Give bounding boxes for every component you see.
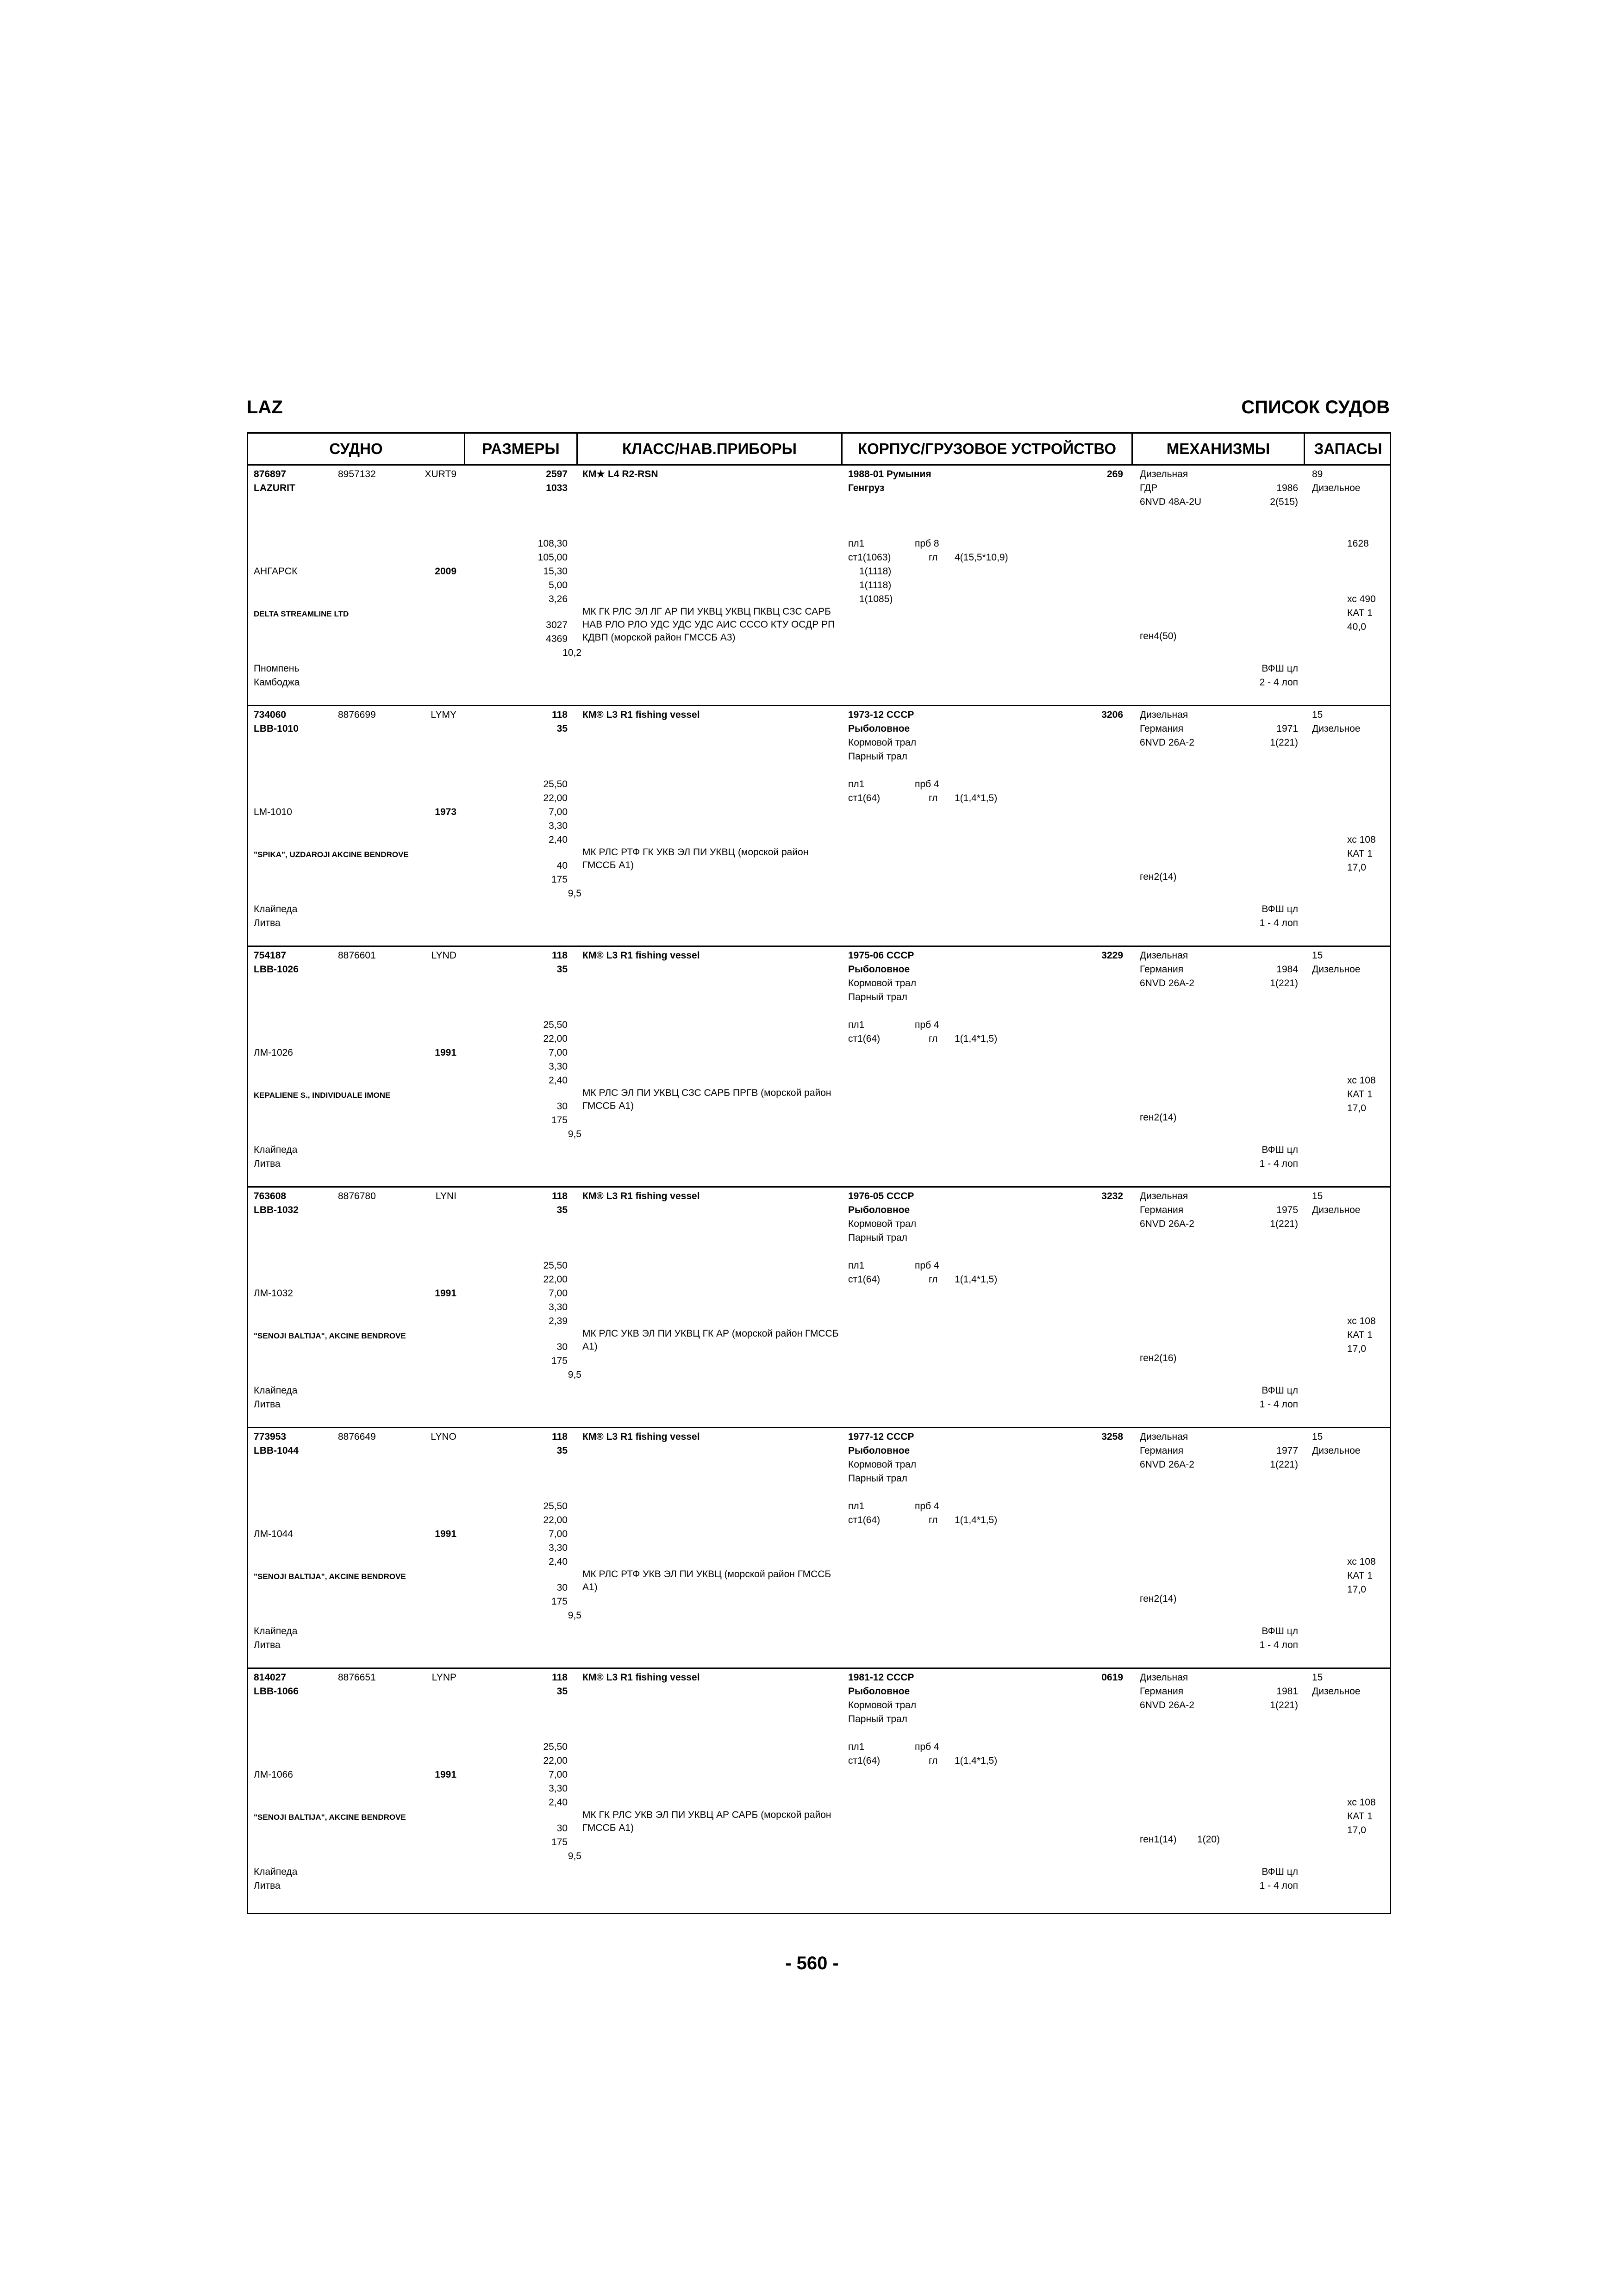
fuel-type: Дизельное xyxy=(1312,1205,1361,1215)
call-sign: LYNP xyxy=(431,1672,456,1683)
former-name: ЛМ-1066 xyxy=(254,1769,293,1780)
ship-list-table xyxy=(247,432,1391,1914)
supply-2: хс 108 xyxy=(1347,1316,1376,1326)
net-tonnage: 1033 xyxy=(546,483,568,493)
deadweight: 40 xyxy=(556,860,568,871)
former-name-year: 2009 xyxy=(435,566,456,577)
propeller: ВФШ цл xyxy=(1262,1626,1298,1636)
vessel-record xyxy=(248,1669,1390,1910)
deadweight: 30 xyxy=(556,1823,568,1834)
propeller: ВФШ цл xyxy=(1262,1385,1298,1396)
hatch-label: гл xyxy=(929,552,938,563)
breadth: 7,00 xyxy=(549,1529,568,1539)
vessel-name: LBB-1066 xyxy=(254,1686,299,1697)
engine-country: Германия xyxy=(1140,1205,1184,1215)
imo-number: 8876699 xyxy=(338,709,376,720)
deck-info: пл1 xyxy=(848,538,865,549)
engine-year: 1986 xyxy=(1276,483,1298,493)
page-code: LAZ xyxy=(247,397,283,417)
hatch-size: 4(15,5*10,9) xyxy=(955,552,1008,563)
page-title: СПИСОК СУДОВ xyxy=(1241,397,1390,417)
fishing-gear-1: Кормовой трал xyxy=(848,1700,917,1711)
draught: 2,40 xyxy=(549,1556,568,1567)
fishing-gear-2: Парный трал xyxy=(848,1473,907,1484)
supply-4: 17,0 xyxy=(1347,1584,1366,1595)
class-notation: КМ® L3 R1 fishing vessel xyxy=(582,950,700,961)
engine-country: ГДР xyxy=(1140,483,1158,493)
engine-country: Германия xyxy=(1140,723,1184,734)
length-overall: 25,50 xyxy=(543,1742,568,1752)
engine-country: Германия xyxy=(1140,1445,1184,1456)
home-port: Клайпеда xyxy=(254,904,298,915)
length-overall: 108,30 xyxy=(537,538,568,549)
build-date-country: 1976-05 СССР xyxy=(848,1191,914,1201)
reg-number: 763608 xyxy=(254,1191,287,1201)
hatch-label: гл xyxy=(929,793,938,803)
vessel-record xyxy=(248,706,1390,947)
call-sign: LYNO xyxy=(431,1431,456,1442)
reg-number: 734060 xyxy=(254,709,287,720)
gross-tonnage: 118 xyxy=(552,1191,568,1201)
former-name-year: 1991 xyxy=(435,1529,456,1539)
hull-number: 3232 xyxy=(1101,1191,1123,1201)
imo-number: 8876651 xyxy=(338,1672,376,1683)
hold-info: ст1(64) xyxy=(848,1033,881,1044)
hold-extra: 1(1085) xyxy=(859,594,893,604)
hatch-size: 1(1,4*1,5) xyxy=(955,1515,998,1525)
former-name: ЛМ-1026 xyxy=(254,1047,293,1058)
engine-power: 2(515) xyxy=(1270,497,1298,507)
engine-model: 6NVD 26A-2 xyxy=(1140,737,1194,748)
fishing-gear-1: Кормовой трал xyxy=(848,1219,917,1229)
length-pp: 22,00 xyxy=(543,793,568,803)
vessel-name: LBB-1044 xyxy=(254,1445,299,1456)
engine-type: Дизельная xyxy=(1140,1191,1188,1201)
gross-tonnage: 2597 xyxy=(546,469,568,479)
reg-number: 773953 xyxy=(254,1431,287,1442)
speed: 10,2 xyxy=(562,647,581,658)
deck-info: пл1 xyxy=(848,1260,865,1271)
build-date-country: 1973-12 СССР xyxy=(848,709,914,720)
flag-state: Литва xyxy=(254,1880,281,1891)
deadweight: 3027 xyxy=(546,620,568,630)
displacement: 175 xyxy=(551,1837,568,1848)
crew-count: 15 xyxy=(1312,950,1323,961)
engine-model: 6NVD 26A-2 xyxy=(1140,1700,1194,1711)
engine-country: Германия xyxy=(1140,964,1184,975)
flag-state: Камбоджа xyxy=(254,677,300,688)
supply-3: КАТ 1 xyxy=(1347,848,1373,859)
fishing-gear-2: Парный трал xyxy=(848,992,907,1002)
hatch-label: гл xyxy=(929,1274,938,1285)
supply-4: 40,0 xyxy=(1347,622,1366,632)
deadweight: 30 xyxy=(556,1342,568,1352)
depth: 3,30 xyxy=(549,1783,568,1794)
net-tonnage: 35 xyxy=(556,1445,568,1456)
owner: "SPIKA", UZDAROJI AKCINE BENDROVE xyxy=(254,850,409,859)
hold-info: ст1(64) xyxy=(848,1274,881,1285)
fishing-gear-1: Кормовой трал xyxy=(848,978,917,989)
propeller: ВФШ цл xyxy=(1262,663,1298,674)
draught: 3,26 xyxy=(549,594,568,604)
length-pp: 22,00 xyxy=(543,1515,568,1525)
class-notation: КМ® L3 R1 fishing vessel xyxy=(582,1191,700,1201)
engine-type: Дизельная xyxy=(1140,709,1188,720)
gross-tonnage: 118 xyxy=(552,709,568,720)
length-overall: 25,50 xyxy=(543,779,568,790)
deck-info-2: прб 8 xyxy=(915,538,939,549)
supply-3: КАТ 1 xyxy=(1347,608,1373,618)
owner: "SENOJI BALTIJA", AKCINE BENDROVE xyxy=(254,1813,406,1822)
length-pp: 105,00 xyxy=(537,552,568,563)
home-port: Клайпеда xyxy=(254,1385,298,1396)
crew-count: 15 xyxy=(1312,709,1323,720)
build-date-country: 1975-06 СССР xyxy=(848,950,914,961)
former-name: LM-1010 xyxy=(254,807,292,817)
fishing-gear-2: Парный трал xyxy=(848,1232,907,1243)
former-name-year: 1991 xyxy=(435,1769,456,1780)
col-header-hull: КОРПУС/ГРУЗОВОЕ УСТРОЙСТВО xyxy=(843,434,1133,464)
length-overall: 25,50 xyxy=(543,1020,568,1030)
engine-model: 6NVD 48A-2U xyxy=(1140,497,1202,507)
vessel-name: LAZURIT xyxy=(254,483,295,493)
shipyard: Рыболовное xyxy=(848,1205,910,1215)
supply-2: хс 108 xyxy=(1347,1556,1376,1567)
former-name-year: 1973 xyxy=(435,807,456,817)
hatch-size: 1(1,4*1,5) xyxy=(955,1274,998,1285)
draught: 2,39 xyxy=(549,1316,568,1326)
hold-extra: 1(1118) xyxy=(859,566,892,577)
displacement: 175 xyxy=(551,1115,568,1126)
speed: 9,5 xyxy=(568,1851,581,1861)
col-header-supplies: ЗАПАСЫ xyxy=(1314,440,1382,457)
owner: DELTA STREAMLINE LTD xyxy=(254,610,349,618)
engine-model: 6NVD 26A-2 xyxy=(1140,1459,1194,1470)
home-port: Клайпеда xyxy=(254,1867,298,1877)
hatch-label: гл xyxy=(929,1515,938,1525)
supply-3: КАТ 1 xyxy=(1347,1089,1373,1100)
deck-info-2: прб 4 xyxy=(915,779,939,790)
breadth: 7,00 xyxy=(549,1288,568,1299)
supply-2: хс 108 xyxy=(1347,1075,1376,1086)
former-name: ЛМ-1032 xyxy=(254,1288,293,1299)
displacement: 175 xyxy=(551,1356,568,1366)
deck-info: пл1 xyxy=(848,1020,865,1030)
navigation-equipment: МК РЛС ЭЛ ПИ УКВЦ СЗС САРБ ПРГВ (морской район ГМССБ А1) xyxy=(582,1088,831,1111)
vessel-name: LBB-1010 xyxy=(254,723,299,734)
depth: 3,30 xyxy=(549,1061,568,1072)
depth: 3,30 xyxy=(549,1302,568,1313)
deck-info-2: прб 4 xyxy=(915,1501,939,1512)
generators: ген1(14) xyxy=(1140,1834,1177,1845)
generators: ген2(16) xyxy=(1140,1353,1177,1363)
home-port: Пномпень xyxy=(254,663,300,674)
reg-number: 876897 xyxy=(254,469,287,479)
supply-3: КАТ 1 xyxy=(1347,1330,1373,1340)
col-header-machinery: МЕХАНИЗМЫ xyxy=(1133,434,1305,464)
hatch-size: 1(1,4*1,5) xyxy=(955,1033,998,1044)
home-port: Клайпеда xyxy=(254,1145,298,1155)
length-pp: 22,00 xyxy=(543,1033,568,1044)
supply-2: хс 108 xyxy=(1347,1797,1376,1808)
fuel-type: Дизельное xyxy=(1312,964,1361,975)
home-port: Клайпеда xyxy=(254,1626,298,1636)
col-header-class: КЛАСС/НАВ.ПРИБОРЫ xyxy=(578,434,843,464)
vessel-record xyxy=(248,466,1390,706)
net-tonnage: 35 xyxy=(556,723,568,734)
crew-count: 15 xyxy=(1312,1191,1323,1201)
call-sign: LYND xyxy=(431,950,456,961)
depth: 5,00 xyxy=(549,580,568,591)
deck-info-2: прб 4 xyxy=(915,1742,939,1752)
propeller: ВФШ цл xyxy=(1262,1145,1298,1155)
navigation-equipment: МК РЛС РТФ ГК УКВ ЭЛ ПИ УКВЦ (морской район ГМССБ А1) xyxy=(582,847,809,871)
speed: 9,5 xyxy=(568,1369,581,1380)
hold-info: ст1(1063) xyxy=(848,552,891,563)
hatch-label: гл xyxy=(929,1033,938,1044)
length-overall: 25,50 xyxy=(543,1260,568,1271)
fishing-gear-1: Кормовой трал xyxy=(848,737,917,748)
generators: ген4(50) xyxy=(1140,631,1177,641)
navigation-equipment: МК РЛС УКВ ЭЛ ПИ УКВЦ ГК АР (морской район ГМССБ А1) xyxy=(582,1328,839,1352)
supply-4: 17,0 xyxy=(1347,1825,1366,1836)
draught: 2,40 xyxy=(549,834,568,845)
gross-tonnage: 118 xyxy=(552,1431,568,1442)
deadweight: 30 xyxy=(556,1101,568,1112)
hull-number: 3258 xyxy=(1101,1431,1123,1442)
hatch-size: 1(1,4*1,5) xyxy=(955,1755,998,1766)
net-tonnage: 35 xyxy=(556,1205,568,1215)
imo-number: 8957132 xyxy=(338,469,376,479)
supply-1: 1628 xyxy=(1347,538,1369,549)
col-header-vessel: СУДНО xyxy=(248,434,465,464)
gross-tonnage: 118 xyxy=(552,1672,568,1683)
hold-extra: 1(1118) xyxy=(859,580,892,591)
displacement: 175 xyxy=(551,874,568,885)
fuel-type: Дизельное xyxy=(1312,1686,1361,1697)
net-tonnage: 35 xyxy=(556,964,568,975)
crew-count: 89 xyxy=(1312,469,1323,479)
breadth: 15,30 xyxy=(543,566,568,577)
shipyard: Рыболовное xyxy=(848,723,910,734)
speed: 9,5 xyxy=(568,888,581,899)
flag-state: Литва xyxy=(254,1640,281,1650)
deadweight: 30 xyxy=(556,1582,568,1593)
engine-year: 1975 xyxy=(1276,1205,1298,1215)
net-tonnage: 35 xyxy=(556,1686,568,1697)
breadth: 7,00 xyxy=(549,807,568,817)
vessel-record xyxy=(248,947,1390,1188)
former-name-year: 1991 xyxy=(435,1288,456,1299)
class-notation: КМ® L3 R1 fishing vessel xyxy=(582,1672,700,1683)
engine-country: Германия xyxy=(1140,1686,1184,1697)
generators: ген2(14) xyxy=(1140,871,1177,882)
supply-3: КАТ 1 xyxy=(1347,1811,1373,1822)
propeller-blades: 1 - 4 лоп xyxy=(1259,1640,1298,1650)
deck-info: пл1 xyxy=(848,779,865,790)
supply-2: хс 490 xyxy=(1347,594,1376,604)
engine-power: 1(221) xyxy=(1270,978,1298,989)
engine-type: Дизельная xyxy=(1140,1672,1188,1683)
class-notation: КМ® L3 R1 fishing vessel xyxy=(582,709,700,720)
deck-info: пл1 xyxy=(848,1501,865,1512)
engine-power: 1(221) xyxy=(1270,737,1298,748)
draught: 2,40 xyxy=(549,1797,568,1808)
propeller-blades: 1 - 4 лоп xyxy=(1259,918,1298,928)
speed: 9,5 xyxy=(568,1129,581,1139)
crew-count: 15 xyxy=(1312,1672,1323,1683)
generators: ген2(14) xyxy=(1140,1112,1177,1123)
hull-number: 3229 xyxy=(1101,950,1123,961)
flag-state: Литва xyxy=(254,1399,281,1410)
deck-info-2: прб 4 xyxy=(915,1260,939,1271)
supply-3: КАТ 1 xyxy=(1347,1570,1373,1581)
navigation-equipment: МК РЛС РТФ УКВ ЭЛ ПИ УКВЦ (морской район ГМССБ А1) xyxy=(582,1569,831,1593)
hull-number: 3206 xyxy=(1101,709,1123,720)
depth: 3,30 xyxy=(549,821,568,831)
engine-model: 6NVD 26A-2 xyxy=(1140,978,1194,989)
supply-4: 17,0 xyxy=(1347,862,1366,873)
propeller: ВФШ цл xyxy=(1262,1867,1298,1877)
propeller-blades: 1 - 4 лоп xyxy=(1259,1158,1298,1169)
fuel-type: Дизельное xyxy=(1312,723,1361,734)
length-overall: 25,50 xyxy=(543,1501,568,1512)
length-pp: 22,00 xyxy=(543,1274,568,1285)
owner: "SENOJI BALTIJA", AKCINE BENDROVE xyxy=(254,1572,406,1581)
reg-number: 814027 xyxy=(254,1672,287,1683)
gross-tonnage: 118 xyxy=(552,950,568,961)
displacement: 4369 xyxy=(546,634,568,644)
imo-number: 8876601 xyxy=(338,950,376,961)
engine-type: Дизельная xyxy=(1140,1431,1188,1442)
build-date-country: 1988-01 Румыния xyxy=(848,469,931,479)
imo-number: 8876780 xyxy=(338,1191,376,1201)
engine-type: Дизельная xyxy=(1140,950,1188,961)
vessel-name: LBB-1032 xyxy=(254,1205,299,1215)
shipyard: Рыболовное xyxy=(848,1445,910,1456)
build-date-country: 1977-12 СССР xyxy=(848,1431,914,1442)
generators: ген2(14) xyxy=(1140,1593,1177,1604)
vessel-record xyxy=(248,1188,1390,1428)
engine-type: Дизельная xyxy=(1140,469,1188,479)
displacement: 175 xyxy=(551,1596,568,1607)
former-name-year: 1991 xyxy=(435,1047,456,1058)
engine-year: 1984 xyxy=(1276,964,1298,975)
crew-count: 15 xyxy=(1312,1431,1323,1442)
page-number: - 560 - xyxy=(785,1953,839,1973)
supply-2: хс 108 xyxy=(1347,834,1376,845)
propeller-blades: 1 - 4 лоп xyxy=(1259,1880,1298,1891)
hull-number: 269 xyxy=(1106,469,1123,479)
hold-info: ст1(64) xyxy=(848,793,881,803)
speed: 9,5 xyxy=(568,1610,581,1621)
class-notation: КМ★ L4 R2-RSN xyxy=(582,469,658,479)
draught: 2,40 xyxy=(549,1075,568,1086)
navigation-equipment: МК ГК РЛС ЭЛ ЛГ АР ПИ УКВЦ УКВЦ ПКВЦ СЗС САРБ НАВ РЛО РЛО УДС УДС УДС АИС СССО КТУ ОСДР РП КДВП (морской район ГМССБ А3) xyxy=(582,606,835,643)
fuel-type: Дизельное xyxy=(1312,1445,1361,1456)
engine-model: 6NVD 26A-2 xyxy=(1140,1219,1194,1229)
engine-power: 1(221) xyxy=(1270,1219,1298,1229)
supply-4: 17,0 xyxy=(1347,1344,1366,1354)
engine-power: 1(221) xyxy=(1270,1700,1298,1711)
length-pp: 22,00 xyxy=(543,1755,568,1766)
hatch-size: 1(1,4*1,5) xyxy=(955,793,998,803)
fishing-gear-2: Парный трал xyxy=(848,751,907,762)
build-date-country: 1981-12 СССР xyxy=(848,1672,914,1683)
engine-power: 1(221) xyxy=(1270,1459,1298,1470)
engine-year: 1971 xyxy=(1276,723,1298,734)
reg-number: 754187 xyxy=(254,950,287,961)
shipyard: Рыболовное xyxy=(848,1686,910,1697)
hatch-label: гл xyxy=(929,1755,938,1766)
engine-year: 1977 xyxy=(1276,1445,1298,1456)
former-name: АНГАРСК xyxy=(254,566,298,577)
propeller: ВФШ цл xyxy=(1262,904,1298,915)
shipyard: Рыболовное xyxy=(848,964,910,975)
vessel-name: LBB-1026 xyxy=(254,964,299,975)
deck-info-2: прб 4 xyxy=(915,1020,939,1030)
navigation-equipment: МК ГК РЛС УКВ ЭЛ ПИ УКВЦ АР САРБ (морской район ГМССБ А1) xyxy=(582,1810,831,1833)
col-header-dimensions: РАЗМЕРЫ xyxy=(465,434,578,464)
owner: "SENOJI BALTIJA", AKCINE BENDROVE xyxy=(254,1332,406,1340)
propeller-blades: 1 - 4 лоп xyxy=(1259,1399,1298,1410)
breadth: 7,00 xyxy=(549,1047,568,1058)
fishing-gear-1: Кормовой трал xyxy=(848,1459,917,1470)
flag-state: Литва xyxy=(254,1158,281,1169)
call-sign: XURT9 xyxy=(425,469,456,479)
deck-info: пл1 xyxy=(848,1742,865,1752)
owner: KEPALIENE S., INDIVIDUALE IMONE xyxy=(254,1091,391,1100)
shipyard: Генгруз xyxy=(848,483,885,493)
fuel-type: Дизельное xyxy=(1312,483,1361,493)
hull-number: 0619 xyxy=(1101,1672,1123,1683)
class-notation: КМ® L3 R1 fishing vessel xyxy=(582,1431,700,1442)
propeller-blades: 2 - 4 лоп xyxy=(1259,677,1298,688)
flag-state: Литва xyxy=(254,918,281,928)
former-name: ЛМ-1044 xyxy=(254,1529,293,1539)
hold-info: ст1(64) xyxy=(848,1755,881,1766)
call-sign: LYNI xyxy=(435,1191,456,1201)
generators-2: 1(20) xyxy=(1197,1834,1220,1845)
engine-year: 1981 xyxy=(1276,1686,1298,1697)
fishing-gear-2: Парный трал xyxy=(848,1714,907,1724)
call-sign: LYMY xyxy=(431,709,456,720)
breadth: 7,00 xyxy=(549,1769,568,1780)
vessel-record xyxy=(248,1428,1390,1669)
hold-info: ст1(64) xyxy=(848,1515,881,1525)
imo-number: 8876649 xyxy=(338,1431,376,1442)
supply-4: 17,0 xyxy=(1347,1103,1366,1114)
depth: 3,30 xyxy=(549,1543,568,1553)
